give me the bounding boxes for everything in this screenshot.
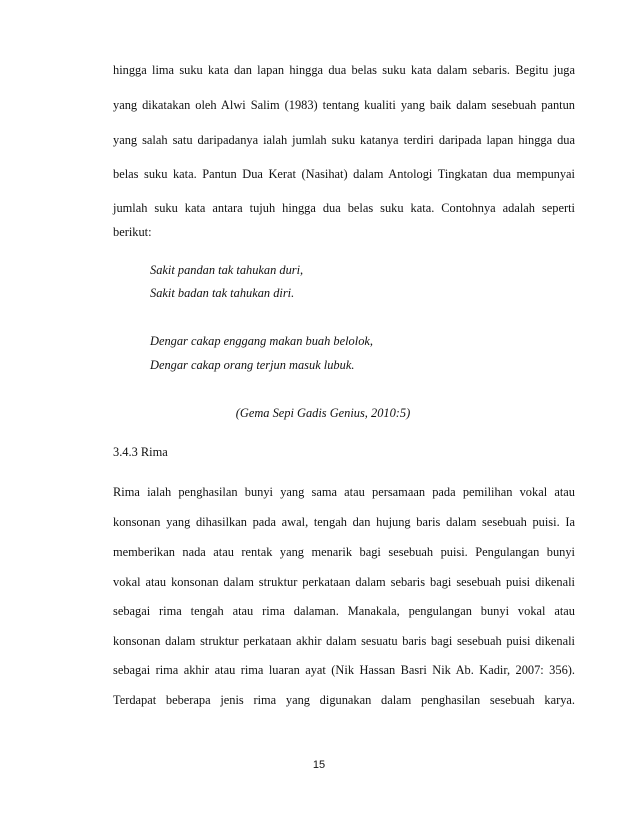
body-text-line: Terdapat beberapa jenis rima yang digunakan dalam penghasilan sesebuah karya. — [113, 693, 575, 707]
page-number: 15 — [312, 759, 326, 771]
body-text-line: yang salah satu daripadanya ialah jumlah suku katanya terdiri daripada lapan hingga dua — [113, 133, 575, 147]
pantun-line: Dengar cakap enggang makan buah belolok, — [150, 334, 373, 348]
body-text-line: memberikan nada atau rentak yang menarik bagi sesebuah puisi. Pengulangan bunyi — [113, 545, 575, 559]
body-text-line: sebagai rima akhir atau rima luaran ayat (Nik Hassan Basri Nik Ab. Kadir, 2007: 356). — [113, 663, 575, 677]
body-text-line: hingga lima suku kata dan lapan hingga dua belas suku kata dalam sebaris. Begitu juga — [113, 63, 575, 77]
body-text-line: Rima ialah penghasilan bunyi yang sama atau persamaan pada pemilihan vokal atau — [113, 485, 575, 499]
body-text-line: yang dikatakan oleh Alwi Salim (1983) tentang kualiti yang baik dalam sesebuah pantun — [113, 98, 575, 112]
citation: (Gema Sepi Gadis Genius, 2010:5) — [235, 406, 411, 420]
body-text-line: vokal atau konsonan dalam struktur perkataan dalam sebaris bagi sesebuah puisi dikenali — [113, 575, 575, 589]
body-text-line: jumlah suku kata antara tujuh hingga dua belas suku kata. Contohnya adalah seperti — [113, 201, 575, 215]
pantun-line: Sakit badan tak tahukan diri. — [150, 286, 295, 300]
pantun-line: Sakit pandan tak tahukan duri, — [150, 263, 304, 277]
section-heading: 3.4.3 Rima — [113, 445, 168, 459]
body-text-line: berikut: — [113, 225, 152, 239]
pantun-line: Dengar cakap orang terjun masuk lubuk. — [150, 358, 355, 372]
body-text-line: konsonan dalam struktur perkataan akhir dalam sesuatu baris bagi sesebuah puisi dikenali — [113, 634, 575, 648]
body-text-line: sebagai rima tengah atau rima dalaman. Manakala, pengulangan bunyi vokal atau — [113, 604, 575, 618]
body-text-line: konsonan yang dihasilkan pada awal, tengah dan hujung baris dalam sesebuah puisi. Ia — [113, 515, 575, 529]
body-text-line: belas suku kata. Pantun Dua Kerat (Nasihat) dalam Antologi Tingkatan dua mempunyai — [113, 167, 575, 181]
